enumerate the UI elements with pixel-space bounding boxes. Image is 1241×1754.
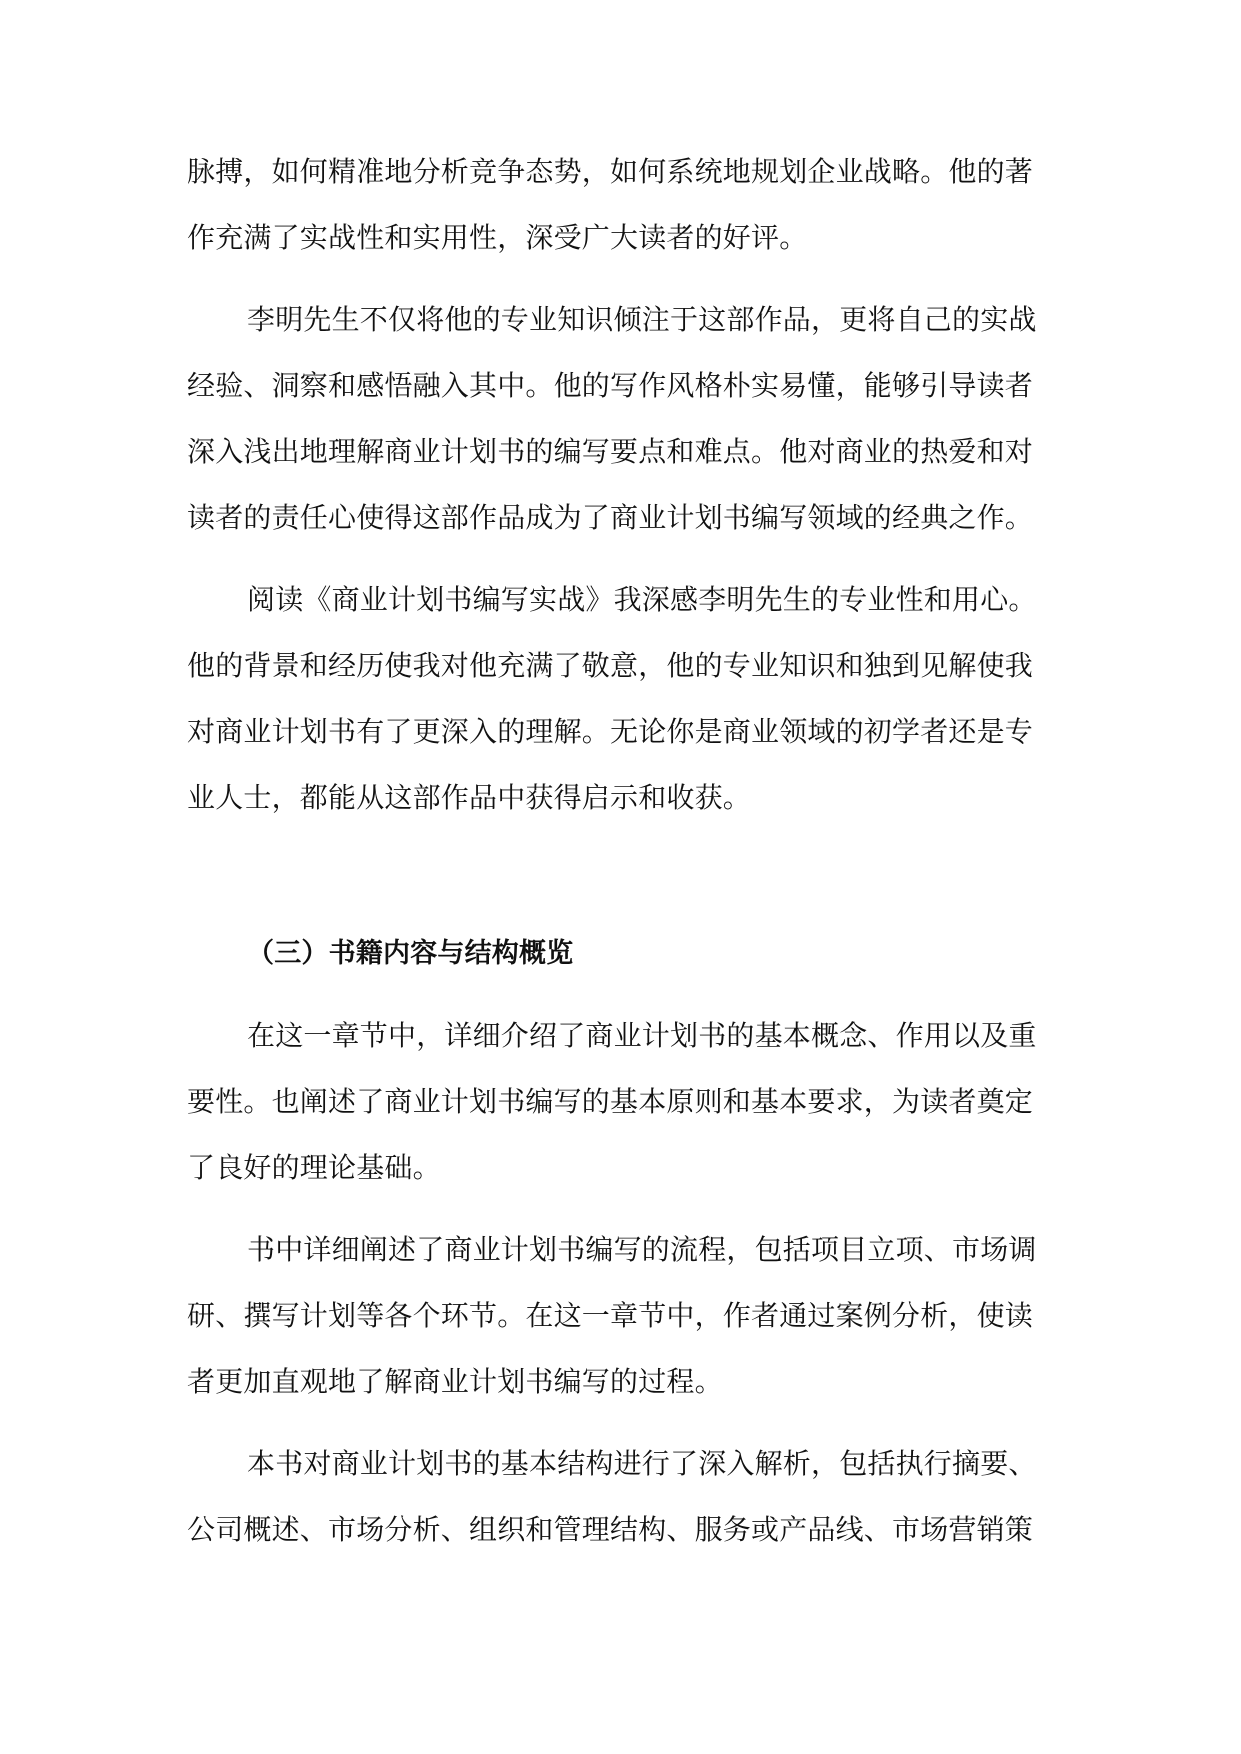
paragraph-line: 书中详细阐述了商业计划书编写的流程，包括项目立项、市场调 (247, 1233, 1037, 1266)
paragraph-line: 者更加直观地了解商业计划书编写的过程。 (187, 1365, 723, 1398)
paragraph-line: 李明先生不仅将他的专业知识倾注于这部作品，更将自己的实战 (247, 303, 1037, 336)
paragraph-line: 作充满了实战性和实用性，深受广大读者的好评。 (187, 221, 808, 254)
paragraph-line: 深入浅出地理解商业计划书的编写要点和难点。他对商业的热爱和对 (187, 435, 1034, 468)
paragraph-line: 在这一章节中，详细介绍了商业计划书的基本概念、作用以及重 (247, 1019, 1037, 1052)
paragraph-line: 了良好的理论基础。 (187, 1151, 441, 1184)
paragraph-line: 他的背景和经历使我对他充满了敬意，他的专业知识和独到见解使我 (187, 649, 1034, 682)
paragraph-line: 脉搏，如何精准地分析竞争态势，如何系统地规划企业战略。他的著 (187, 155, 1034, 188)
paragraph-line: 读者的责任心使得这部作品成为了商业计划书编写领域的经典之作。 (187, 501, 1034, 534)
paragraph-line: 公司概述、市场分析、组织和管理结构、服务或产品线、市场营销策 (187, 1513, 1034, 1546)
section-heading: （三）书籍内容与结构概览 (247, 938, 574, 969)
paragraph-line: 本书对商业计划书的基本结构进行了深入解析，包括执行摘要、 (247, 1447, 1037, 1480)
paragraph-line: 阅读《商业计划书编写实战》我深感李明先生的专业性和用心。 (247, 583, 1037, 616)
paragraph-line: 研、撰写计划等各个环节。在这一章节中，作者通过案例分析，使读 (187, 1299, 1034, 1332)
paragraph-line: 业人士，都能从这部作品中获得启示和收获。 (187, 781, 752, 814)
paragraph-line: 要性。也阐述了商业计划书编写的基本原则和基本要求，为读者奠定 (187, 1085, 1034, 1118)
paragraph-line: 经验、洞察和感悟融入其中。他的写作风格朴实易懂，能够引导读者 (187, 369, 1034, 402)
paragraph-line: 对商业计划书有了更深入的理解。无论你是商业领域的初学者还是专 (187, 715, 1034, 748)
